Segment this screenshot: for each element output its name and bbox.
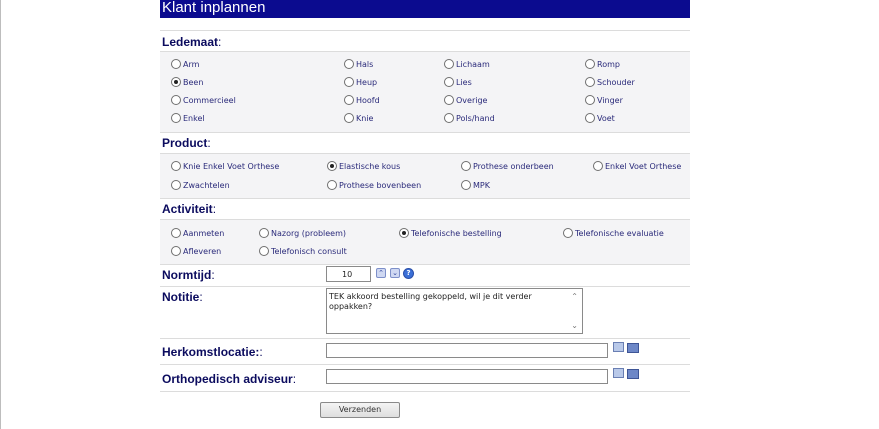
radio-overige[interactable]: Overige xyxy=(444,94,487,106)
herkomstlocatie-label: Herkomstlocatie:: xyxy=(162,345,263,359)
increment-button[interactable]: ⌃ xyxy=(376,268,386,278)
radio-prothese-bovenbeen[interactable]: Prothese bovenbeen xyxy=(327,179,421,191)
divider xyxy=(160,364,690,365)
radio-voet[interactable]: Voet xyxy=(585,112,615,124)
divider xyxy=(160,286,690,287)
notitie-textarea[interactable] xyxy=(326,288,583,334)
radio-zwachtelen[interactable]: Zwachtelen xyxy=(171,179,230,191)
ledemaat-options xyxy=(160,52,690,132)
radio-arm[interactable]: Arm xyxy=(171,58,199,70)
normtijd-input[interactable]: 10 xyxy=(326,266,371,282)
book-icon[interactable] xyxy=(627,343,639,353)
lookup-icon[interactable] xyxy=(613,342,624,352)
panel-title: Klant inplannen xyxy=(160,0,690,18)
divider xyxy=(160,198,690,199)
radio-knie-enkel-voet-orthese[interactable]: Knie Enkel Voet Orthese xyxy=(171,160,279,172)
radio-been[interactable]: Been xyxy=(171,76,203,88)
orthopedisch-adviseur-label: Orthopedisch adviseur: xyxy=(162,372,297,386)
radio-pols-hand[interactable]: Pols/hand xyxy=(444,112,495,124)
radio-aanmeten[interactable]: Aanmeten xyxy=(171,227,224,239)
activiteit-label: Activiteit: xyxy=(162,202,217,216)
divider xyxy=(160,30,690,31)
klant-inplannen-panel xyxy=(160,0,690,414)
radio-lies[interactable]: Lies xyxy=(444,76,472,88)
radio-nazorg[interactable]: Nazorg (probleem) xyxy=(259,227,346,239)
scroll-down-icon[interactable]: ⌄ xyxy=(571,321,578,330)
product-options xyxy=(160,154,690,198)
product-label: Product: xyxy=(162,136,211,150)
scroll-up-icon[interactable]: ⌃ xyxy=(571,292,578,301)
lookup-icon[interactable] xyxy=(613,368,624,378)
radio-commercieel[interactable]: Commercieel xyxy=(171,94,236,106)
book-icon[interactable] xyxy=(627,369,639,379)
radio-enkel[interactable]: Enkel xyxy=(171,112,205,124)
radio-telefonisch-consult[interactable]: Telefonisch consult xyxy=(259,245,347,257)
divider xyxy=(160,338,690,339)
radio-telefonische-bestelling[interactable]: Telefonische bestelling xyxy=(399,227,502,239)
help-icon[interactable]: ? xyxy=(403,268,414,279)
radio-afleveren[interactable]: Afleveren xyxy=(171,245,221,257)
activiteit-options xyxy=(160,220,690,264)
orthopedisch-adviseur-input[interactable] xyxy=(326,369,608,384)
notitie-label: Notitie: xyxy=(162,290,203,304)
radio-romp[interactable]: Romp xyxy=(585,58,620,70)
ledemaat-label: Ledemaat: xyxy=(162,35,222,49)
verzenden-button[interactable]: Verzenden xyxy=(320,402,400,418)
decrement-button[interactable]: ⌄ xyxy=(390,268,400,278)
radio-mpk[interactable]: MPK xyxy=(461,179,490,191)
radio-knie[interactable]: Knie xyxy=(344,112,373,124)
radio-prothese-onderbeen[interactable]: Prothese onderbeen xyxy=(461,160,554,172)
radio-hoofd[interactable]: Hoofd xyxy=(344,94,380,106)
radio-enkel-voet-orthese[interactable]: Enkel Voet Orthese xyxy=(593,160,681,172)
radio-telefonische-evaluatie[interactable]: Telefonische evaluatie xyxy=(563,227,664,239)
radio-vinger[interactable]: Vinger xyxy=(585,94,623,106)
herkomstlocatie-input[interactable] xyxy=(326,343,608,358)
radio-hals[interactable]: Hals xyxy=(344,58,373,70)
radio-heup[interactable]: Heup xyxy=(344,76,377,88)
notitie-text: TEK akkoord bestelling gekoppeld, wil je dit verder oppakken? xyxy=(329,292,532,311)
window-border xyxy=(0,0,1,429)
radio-lichaam[interactable]: Lichaam xyxy=(444,58,490,70)
radio-schouder[interactable]: Schouder xyxy=(585,76,635,88)
divider xyxy=(160,391,690,392)
radio-elastische-kous[interactable]: Elastische kous xyxy=(327,160,400,172)
divider xyxy=(160,132,690,133)
divider xyxy=(160,264,690,265)
normtijd-label: Normtijd: xyxy=(162,268,215,282)
